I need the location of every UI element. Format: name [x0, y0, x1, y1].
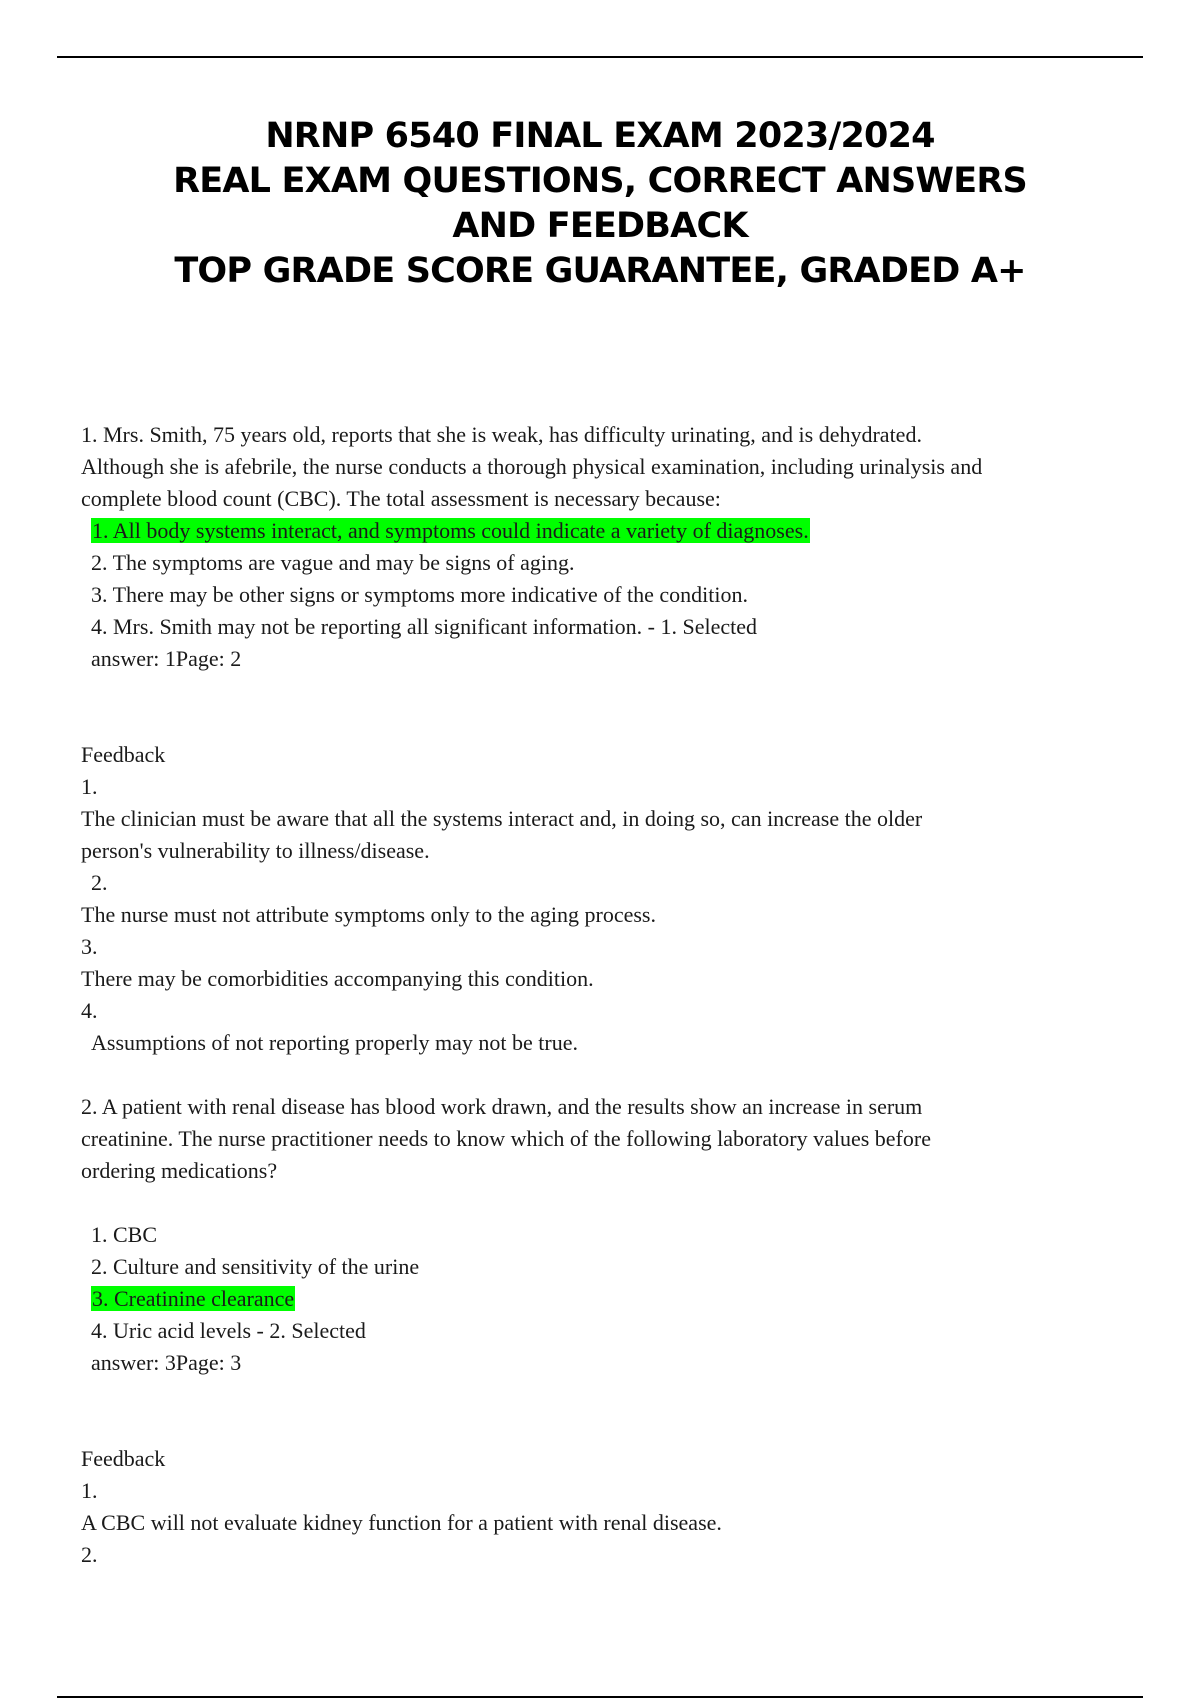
feedback-number: 1. [81, 1478, 98, 1503]
spacer [81, 1187, 1141, 1219]
question-1-option-4: 4. Mrs. Smith may not be reporting all significant information. - 1. Selected [91, 614, 757, 639]
feedback-number: 2. [91, 870, 108, 895]
spacer [81, 1059, 1141, 1091]
question-2-option-1: 1. CBC [91, 1222, 158, 1247]
title-line: AND FEEDBACK [452, 206, 748, 246]
question-2-feedback [81, 1443, 1141, 1571]
question-1-stem: 1. Mrs. Smith, 75 years old, reports that she is weak, has difficulty urinating, and is dehydrated. [81, 422, 922, 447]
spacer [81, 675, 1141, 739]
title-line: NRNP 6540 FINAL EXAM 2023/2024 [265, 116, 935, 156]
document-body [81, 419, 1141, 1571]
question-2-stem: creatinine. The nurse practitioner needs to know which of the following laboratory values before [81, 1126, 931, 1151]
correct-answer-highlight: 3. Creatinine clearance [92, 1286, 295, 1311]
feedback-number: 3. [81, 934, 98, 959]
question-2 [81, 1091, 1141, 1379]
question-1-option-2: 2. The symptoms are vague and may be signs of aging. [91, 550, 575, 575]
question-1-option-1 [81, 515, 1141, 547]
correct-answer-highlight: 1. All body systems interact, and symptoms could indicate a variety of diagnoses. [92, 518, 809, 543]
question-2-option-3 [81, 1283, 1141, 1315]
bottom-rule [57, 1696, 1143, 1698]
feedback-text: The nurse must not attribute symptoms only to the aging process. [81, 902, 656, 927]
feedback-number: 2. [81, 1542, 98, 1567]
feedback-number: 1. [81, 774, 98, 799]
top-rule [57, 56, 1143, 58]
feedback-text: person's vulnerability to illness/disease. [81, 838, 430, 863]
question-1-stem: Although she is afebrile, the nurse conducts a thorough physical examination, including urinalysis and [81, 454, 983, 479]
spacer [81, 1379, 1141, 1443]
feedback-text: Assumptions of not reporting properly may not be true. [91, 1030, 578, 1055]
document-title [57, 114, 1143, 294]
feedback-text: The clinician must be aware that all the systems interact and, in doing so, can increase the older [81, 806, 923, 831]
feedback-heading: Feedback [81, 742, 166, 767]
title-line: TOP GRADE SCORE GUARANTEE, GRADED A+ [174, 251, 1026, 291]
question-2-option-2: 2. Culture and sensitivity of the urine [91, 1254, 420, 1279]
question-1-stem: complete blood count (CBC). The total assessment is necessary because: [81, 486, 721, 511]
feedback-text: A CBC will not evaluate kidney function for a patient with renal disease. [81, 1510, 722, 1535]
question-1-option-3: 3. There may be other signs or symptoms more indicative of the condition. [91, 582, 749, 607]
feedback-number: 4. [81, 998, 98, 1023]
title-line: REAL EXAM QUESTIONS, CORRECT ANSWERS [173, 161, 1027, 201]
question-2-stem: ordering medications? [81, 1158, 278, 1183]
question-1 [81, 419, 1141, 675]
question-2-option-4: 4. Uric acid levels - 2. Selected [91, 1318, 366, 1343]
question-1-feedback [81, 739, 1141, 1059]
feedback-heading: Feedback [81, 1446, 166, 1471]
question-1-answer: answer: 1Page: 2 [91, 646, 242, 671]
question-2-answer: answer: 3Page: 3 [91, 1350, 242, 1375]
feedback-text: There may be comorbidities accompanying this condition. [81, 966, 594, 991]
question-2-stem: 2. A patient with renal disease has blood work drawn, and the results show an increase in serum [81, 1094, 923, 1119]
